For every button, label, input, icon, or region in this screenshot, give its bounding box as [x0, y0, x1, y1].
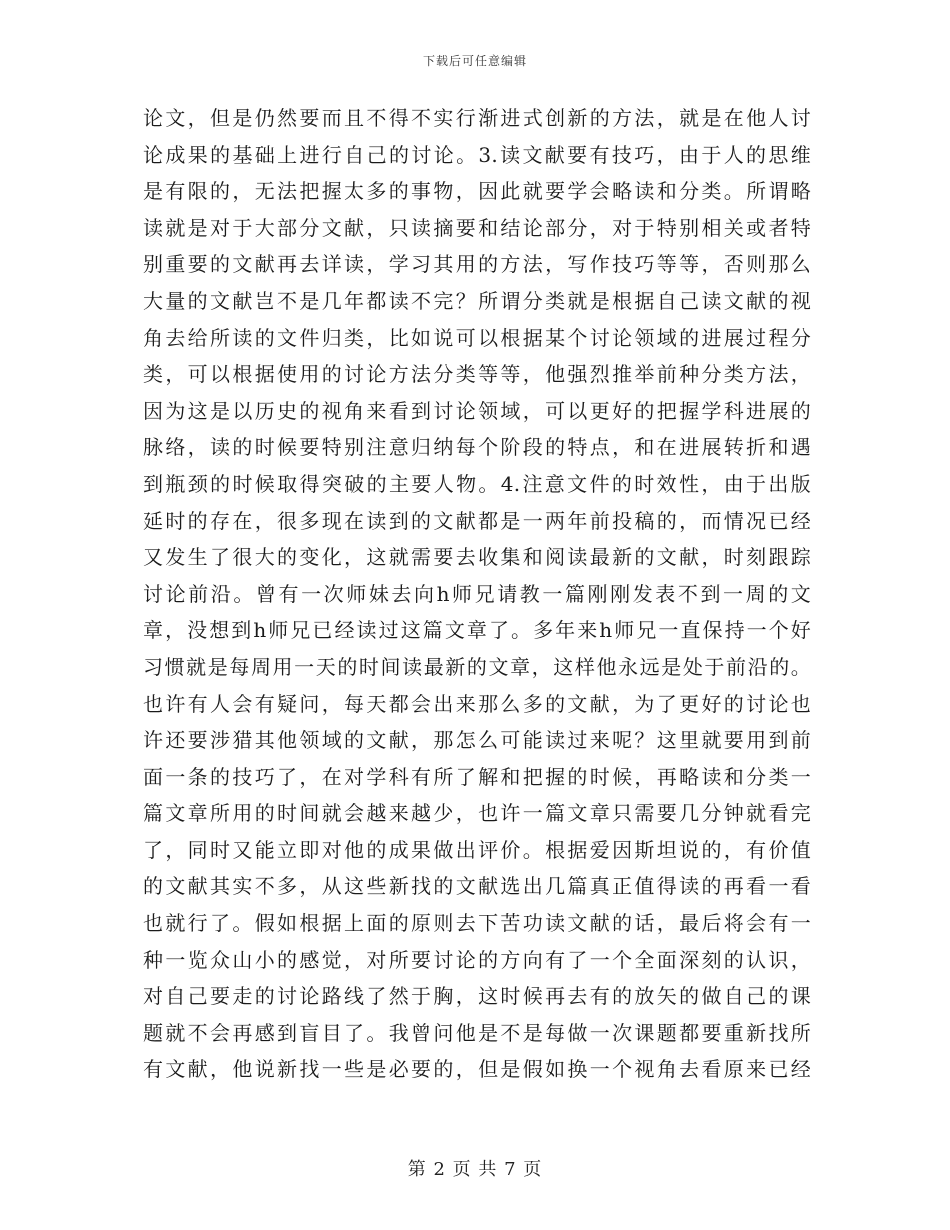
body-line: 也就行了。假如根据上面的原则去下苦功读文献的话，最后将会有一 [143, 911, 811, 936]
page-footer: 第 2 页 共 7 页 [407, 1159, 543, 1180]
body-line: 延时的存在，很多现在读到的文献都是一两年前投稿的，而情况已经 [143, 508, 811, 533]
page-header: 下载后可任意编辑 [422, 54, 527, 68]
body-line: 也许有人会有疑问，每天都会出来那么多的文献，为了更好的讨论也 [143, 691, 811, 716]
body-line: 到瓶颈的时候取得突破的主要人物。4.注意文件的时效性，由于出版 [143, 471, 811, 496]
body-line: 大量的文献岂不是几年都读不完？所谓分类就是根据自己读文献的视 [143, 288, 811, 313]
body-line: 习惯就是每周用一天的时间读最新的文章，这样他永远是处于前沿的。 [143, 654, 811, 679]
body-line: 面一条的技巧了，在对学科有所了解和把握的时候，再略读和分类一 [143, 764, 811, 789]
body-line: 类，可以根据使用的讨论方法分类等等，他强烈推举前种分类方法， [143, 362, 811, 387]
body-line: 又发生了很大的变化，这就需要去收集和阅读最新的文献，时刻跟踪 [143, 545, 811, 570]
body-line: 论成果的基础上进行自己的讨论。3.读文献要有技巧，由于人的思维 [143, 142, 811, 167]
body-line: 读就是对于大部分文献，只读摘要和结论部分，对于特别相关或者特 [143, 215, 811, 240]
body-line: 脉络，读的时候要特别注意归纳每个阶段的特点，和在进展转折和遇 [143, 435, 811, 460]
body-line: 了，同时又能立即对他的成果做出评价。根据爱因斯坦说的，有价值 [143, 837, 811, 862]
body-line: 许还要涉猎其他领域的文献，那怎么可能读过来呢？这里就要用到前 [143, 728, 811, 753]
body-line: 讨论前沿。曾有一次师妹去向h师兄请教一篇刚刚发表不到一周的文 [143, 581, 811, 606]
body-line: 是有限的，无法把握太多的事物，因此就要学会略读和分类。所谓略 [143, 179, 811, 204]
body-line: 角去给所读的文件归类，比如说可以根据某个讨论领域的进展过程分 [143, 325, 811, 350]
body-line: 论文，但是仍然要而且不得不实行渐进式创新的方法，就是在他人讨 [143, 106, 811, 130]
body-line: 篇文章所用的时间就会越来越少，也许一篇文章只需要几分钟就看完 [143, 801, 811, 826]
body-line: 章，没想到h师兄已经读过这篇文章了。多年来h师兄一直保持一个好 [143, 618, 811, 643]
body-line: 对自己要走的讨论路线了然于胸，这时候再去有的放矢的做自己的课 [143, 984, 811, 1009]
body-line: 题就不会再感到盲目了。我曾问他是不是每做一次课题都要重新找所 [143, 1020, 811, 1045]
body-line: 种一览众山小的感觉，对所要讨论的方向有了一个全面深刻的认识， [143, 947, 811, 972]
body-line: 别重要的文献再去详读，学习其用的方法，写作技巧等等，否则那么 [143, 252, 811, 277]
body-line: 有文献，他说新找一些是必要的，但是假如换一个视角去看原来已经 [143, 1057, 811, 1082]
body-text [143, 100, 811, 1088]
body-line: 的文献其实不多，从这些新找的文献选出几篇真正值得读的再看一看 [143, 874, 811, 899]
body-line: 因为这是以历史的视角来看到讨论领域，可以更好的把握学科进展的 [143, 398, 811, 423]
